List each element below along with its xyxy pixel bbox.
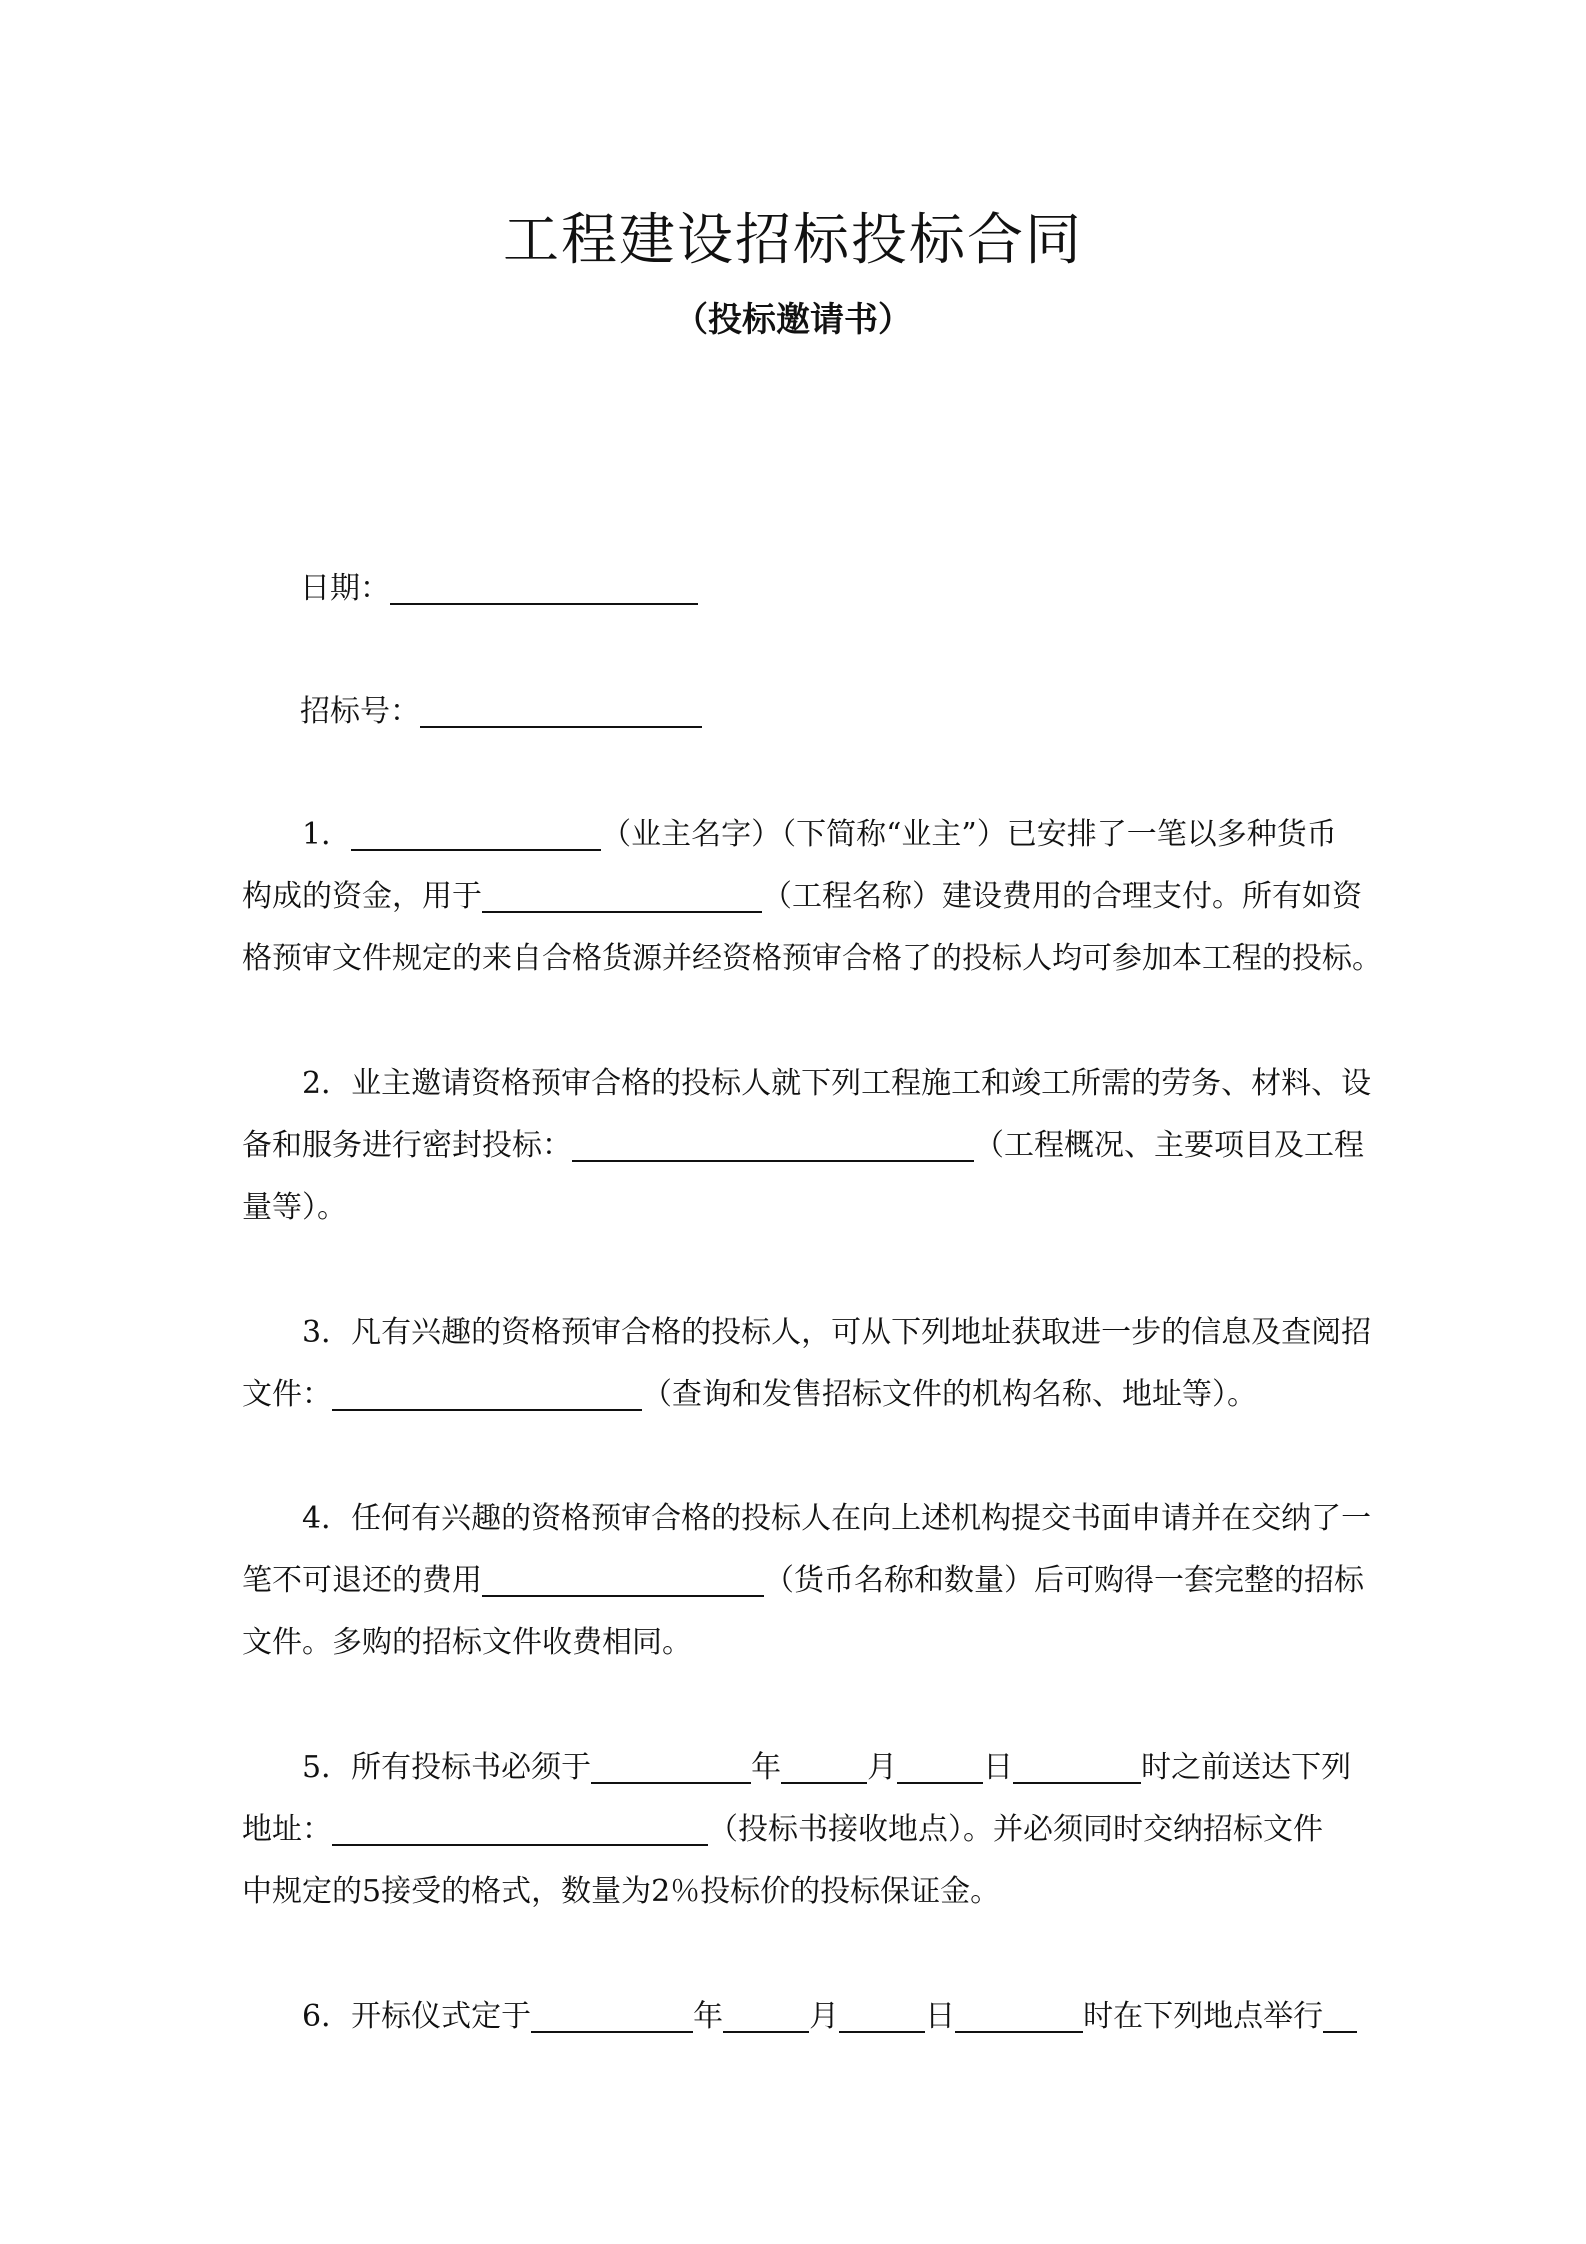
- paragraph-4: [242, 1488, 1372, 1674]
- paragraph-5: [242, 1737, 1352, 1923]
- paragraph-5-line-1b: 时之前送达下列: [1141, 1750, 1352, 1785]
- bid-number-field: [300, 686, 702, 730]
- paragraph-2: [242, 1053, 1372, 1239]
- paragraph-3: [242, 1302, 1372, 1426]
- document-title: 工程建设招标投标合同: [503, 208, 1083, 273]
- paragraph-2-line-2b: （工程概况、主要项目及工程: [974, 1128, 1364, 1163]
- paragraph-5-line-1a: 5．所有投标书必须于: [302, 1750, 592, 1785]
- opening-day-label: 日: [925, 1999, 956, 2034]
- owner-name-blank[interactable]: [351, 819, 601, 851]
- opening-day-blank[interactable]: [839, 2001, 925, 2033]
- paragraph-1-line-2a: 构成的资金，用于: [242, 879, 482, 914]
- paragraph-1: [242, 804, 1382, 990]
- opening-month-blank[interactable]: [723, 2001, 809, 2033]
- paragraph-4-line-2b: （货币名称和数量）后可购得一套完整的招标: [764, 1563, 1364, 1598]
- project-name-blank[interactable]: [482, 881, 762, 913]
- paragraph-6-line-1b: 时在下列地点举行: [1083, 1999, 1324, 2034]
- document-subtitle: （投标邀请书）: [674, 300, 912, 340]
- date-field: [300, 563, 698, 607]
- date-blank[interactable]: [390, 573, 698, 605]
- deadline-year-blank[interactable]: [591, 1752, 751, 1784]
- deadline-month-blank[interactable]: [781, 1752, 867, 1784]
- paragraph-1-number: 1．: [302, 817, 352, 852]
- paragraph-6: [242, 1986, 1352, 2048]
- paragraph-3-line-2a: 文件：: [242, 1377, 332, 1412]
- deadline-month-label: 月: [867, 1750, 898, 1785]
- paragraph-1-line-3: 格预审文件规定的来自合格货源并经资格预审合格了的投标人均可参加本工程的投标。: [242, 941, 1382, 976]
- deadline-year-label: 年: [751, 1750, 782, 1785]
- deadline-day-label: 日: [983, 1750, 1014, 1785]
- inquiry-address-blank[interactable]: [332, 1379, 642, 1411]
- opening-location-blank[interactable]: [1323, 2001, 1357, 2033]
- bid-number-label: 招标号：: [300, 694, 420, 729]
- paragraph-2-line-2a: 备和服务进行密封投标：: [242, 1128, 572, 1163]
- paragraph-4-line-2a: 笔不可退还的费用: [242, 1563, 482, 1598]
- project-overview-blank[interactable]: [572, 1130, 974, 1162]
- deadline-hour-blank[interactable]: [1013, 1752, 1141, 1784]
- paragraph-1-line-2b: （工程名称）建设费用的合理支付。所有如资: [762, 879, 1362, 914]
- date-label: 日期：: [300, 571, 390, 606]
- opening-year-label: 年: [693, 1999, 724, 2034]
- paragraph-4-line-3: 文件。多购的招标文件收费相同。: [242, 1625, 692, 1660]
- opening-month-label: 月: [809, 1999, 840, 2034]
- bid-number-blank[interactable]: [420, 696, 702, 728]
- opening-hour-blank[interactable]: [955, 2001, 1083, 2033]
- paragraph-3-line-2b: （查询和发售招标文件的机构名称、地址等）。: [642, 1377, 1257, 1412]
- opening-year-blank[interactable]: [531, 2001, 693, 2033]
- paragraph-6-line-1a: 6．开标仪式定于: [302, 1999, 532, 2034]
- paragraph-1-line-1: （业主名字）（下简称“业主”）已安排了一笔以多种货币: [601, 817, 1337, 852]
- paragraph-5-line-2a: 地址：: [242, 1812, 332, 1847]
- fee-amount-blank[interactable]: [482, 1565, 764, 1597]
- paragraph-5-line-3: 中规定的5接受的格式，数量为2％投标价的投标保证金。: [242, 1874, 1001, 1909]
- paragraph-5-line-2b: （投标书接收地点）。并必须同时交纳招标文件: [708, 1812, 1323, 1847]
- submission-address-blank[interactable]: [332, 1814, 708, 1846]
- paragraph-4-line-1: 4．任何有兴趣的资格预审合格的投标人在向上述机构提交书面申请并在交纳了一: [302, 1501, 1372, 1536]
- paragraph-3-line-1: 3．凡有兴趣的资格预审合格的投标人，可从下列地址获取进一步的信息及查阅招: [302, 1315, 1372, 1350]
- paragraph-2-line-3: 量等）。: [242, 1190, 347, 1225]
- deadline-day-blank[interactable]: [897, 1752, 983, 1784]
- paragraph-2-line-1: 2．业主邀请资格预审合格的投标人就下列工程施工和竣工所需的劳务、材料、设: [302, 1066, 1372, 1101]
